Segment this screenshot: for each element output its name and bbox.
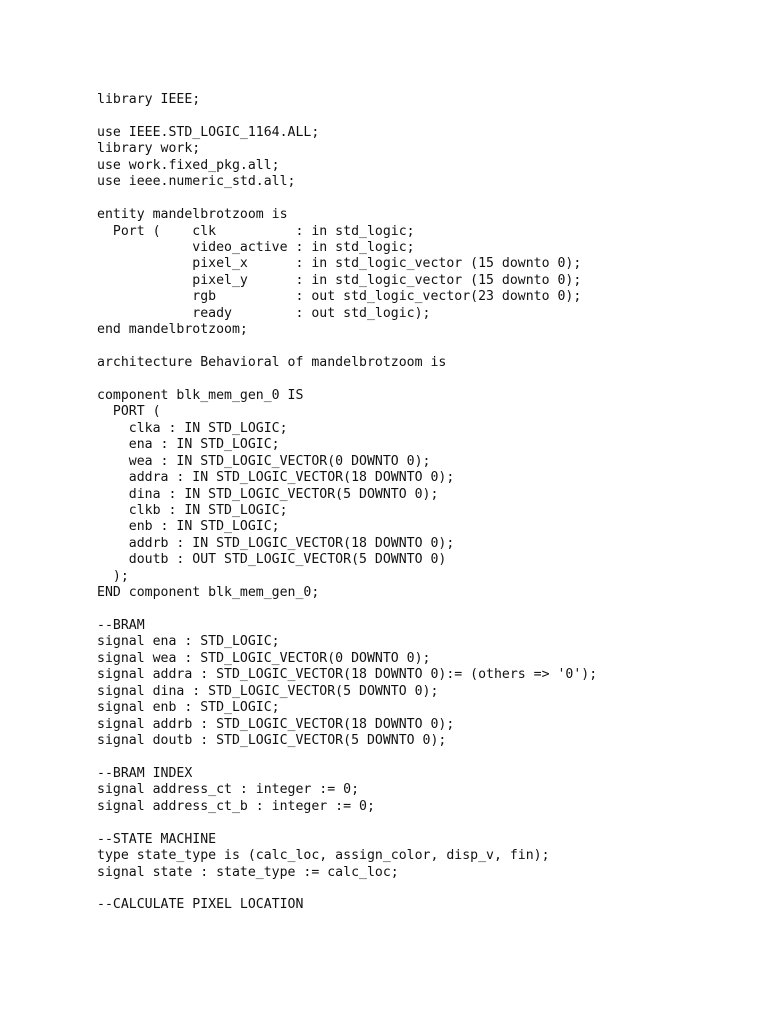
code-line: end mandelbrotzoom; xyxy=(97,322,248,338)
code-line: use work.fixed_pkg.all; xyxy=(97,157,280,173)
code-line: library IEEE; xyxy=(97,92,201,107)
code-line: component blk_mem_gen_0 IS xyxy=(97,387,304,403)
blank-line xyxy=(97,750,597,766)
code-line: signal ena : STD_LOGIC; xyxy=(97,634,280,650)
blank-line xyxy=(97,191,597,207)
code-line: --BRAM xyxy=(97,618,145,633)
code-line: addra : IN STD_LOGIC_VECTOR(18 DOWNTO 0); xyxy=(97,470,455,486)
code-line: architecture Behavioral of mandelbrotzoom is xyxy=(97,355,447,370)
code-line: --BRAM INDEX xyxy=(97,765,193,781)
blank-line xyxy=(97,881,597,897)
code-line: ena : IN STD_LOGIC; xyxy=(97,437,280,453)
code-listing xyxy=(97,92,597,914)
code-line: --STATE MACHINE xyxy=(97,831,217,847)
code-line: Port ( clk : in std_logic; xyxy=(97,223,415,239)
code-line: ready : out std_logic); xyxy=(97,305,431,321)
code-line: video_active : in std_logic; xyxy=(97,239,415,255)
code-line: signal addrb : STD_LOGIC_VECTOR(18 DOWNTO 0); xyxy=(97,716,455,732)
blank-line xyxy=(97,602,597,618)
code-line: pixel_y : in std_logic_vector (15 downto 0); xyxy=(97,272,582,288)
blank-line xyxy=(97,339,597,355)
code-line: --CALCULATE PIXEL LOCATION xyxy=(97,897,304,913)
code-line: signal address_ct : integer := 0; xyxy=(97,782,360,798)
code-line: clka : IN STD_LOGIC; xyxy=(97,420,288,436)
code-line: addrb : IN STD_LOGIC_VECTOR(18 DOWNTO 0); xyxy=(97,535,455,551)
code-line: signal wea : STD_LOGIC_VECTOR(0 DOWNTO 0); xyxy=(97,650,431,666)
code-line: PORT ( xyxy=(97,404,161,420)
code-line: wea : IN STD_LOGIC_VECTOR(0 DOWNTO 0); xyxy=(97,453,431,469)
code-line: use ieee.numeric_std.all; xyxy=(97,174,296,190)
code-line: pixel_x : in std_logic_vector (15 downto 0); xyxy=(97,256,582,272)
code-line: rgb : out std_logic_vector(23 downto 0); xyxy=(97,289,582,305)
code-line: type state_type is (calc_loc, assign_color, disp_v, fin); xyxy=(97,848,550,864)
blank-line xyxy=(97,815,597,831)
code-line: clkb : IN STD_LOGIC; xyxy=(97,502,288,518)
blank-line xyxy=(97,371,597,387)
code-line: enb : IN STD_LOGIC; xyxy=(97,519,280,535)
code-line: library work; xyxy=(97,141,201,157)
code-line: entity mandelbrotzoom is xyxy=(97,207,288,223)
code-line: use IEEE.STD_LOGIC_1164.ALL; xyxy=(97,124,320,140)
code-line: signal doutb : STD_LOGIC_VECTOR(5 DOWNTO 0); xyxy=(97,733,447,749)
code-line: doutb : OUT STD_LOGIC_VECTOR(5 DOWNTO 0) xyxy=(97,552,447,568)
code-line: signal dina : STD_LOGIC_VECTOR(5 DOWNTO 0); xyxy=(97,683,439,699)
code-line: ); xyxy=(97,568,129,584)
code-line: signal address_ct_b : integer := 0; xyxy=(97,798,375,814)
code-line: dina : IN STD_LOGIC_VECTOR(5 DOWNTO 0); xyxy=(97,486,439,502)
code-line: signal state : state_type := calc_loc; xyxy=(97,864,399,880)
code-line: END component blk_mem_gen_0; xyxy=(97,585,320,601)
code-line: signal enb : STD_LOGIC; xyxy=(97,700,280,716)
blank-line xyxy=(97,108,597,124)
code-line: signal addra : STD_LOGIC_VECTOR(18 DOWNTO 0):= (others => '0'); xyxy=(97,667,598,683)
